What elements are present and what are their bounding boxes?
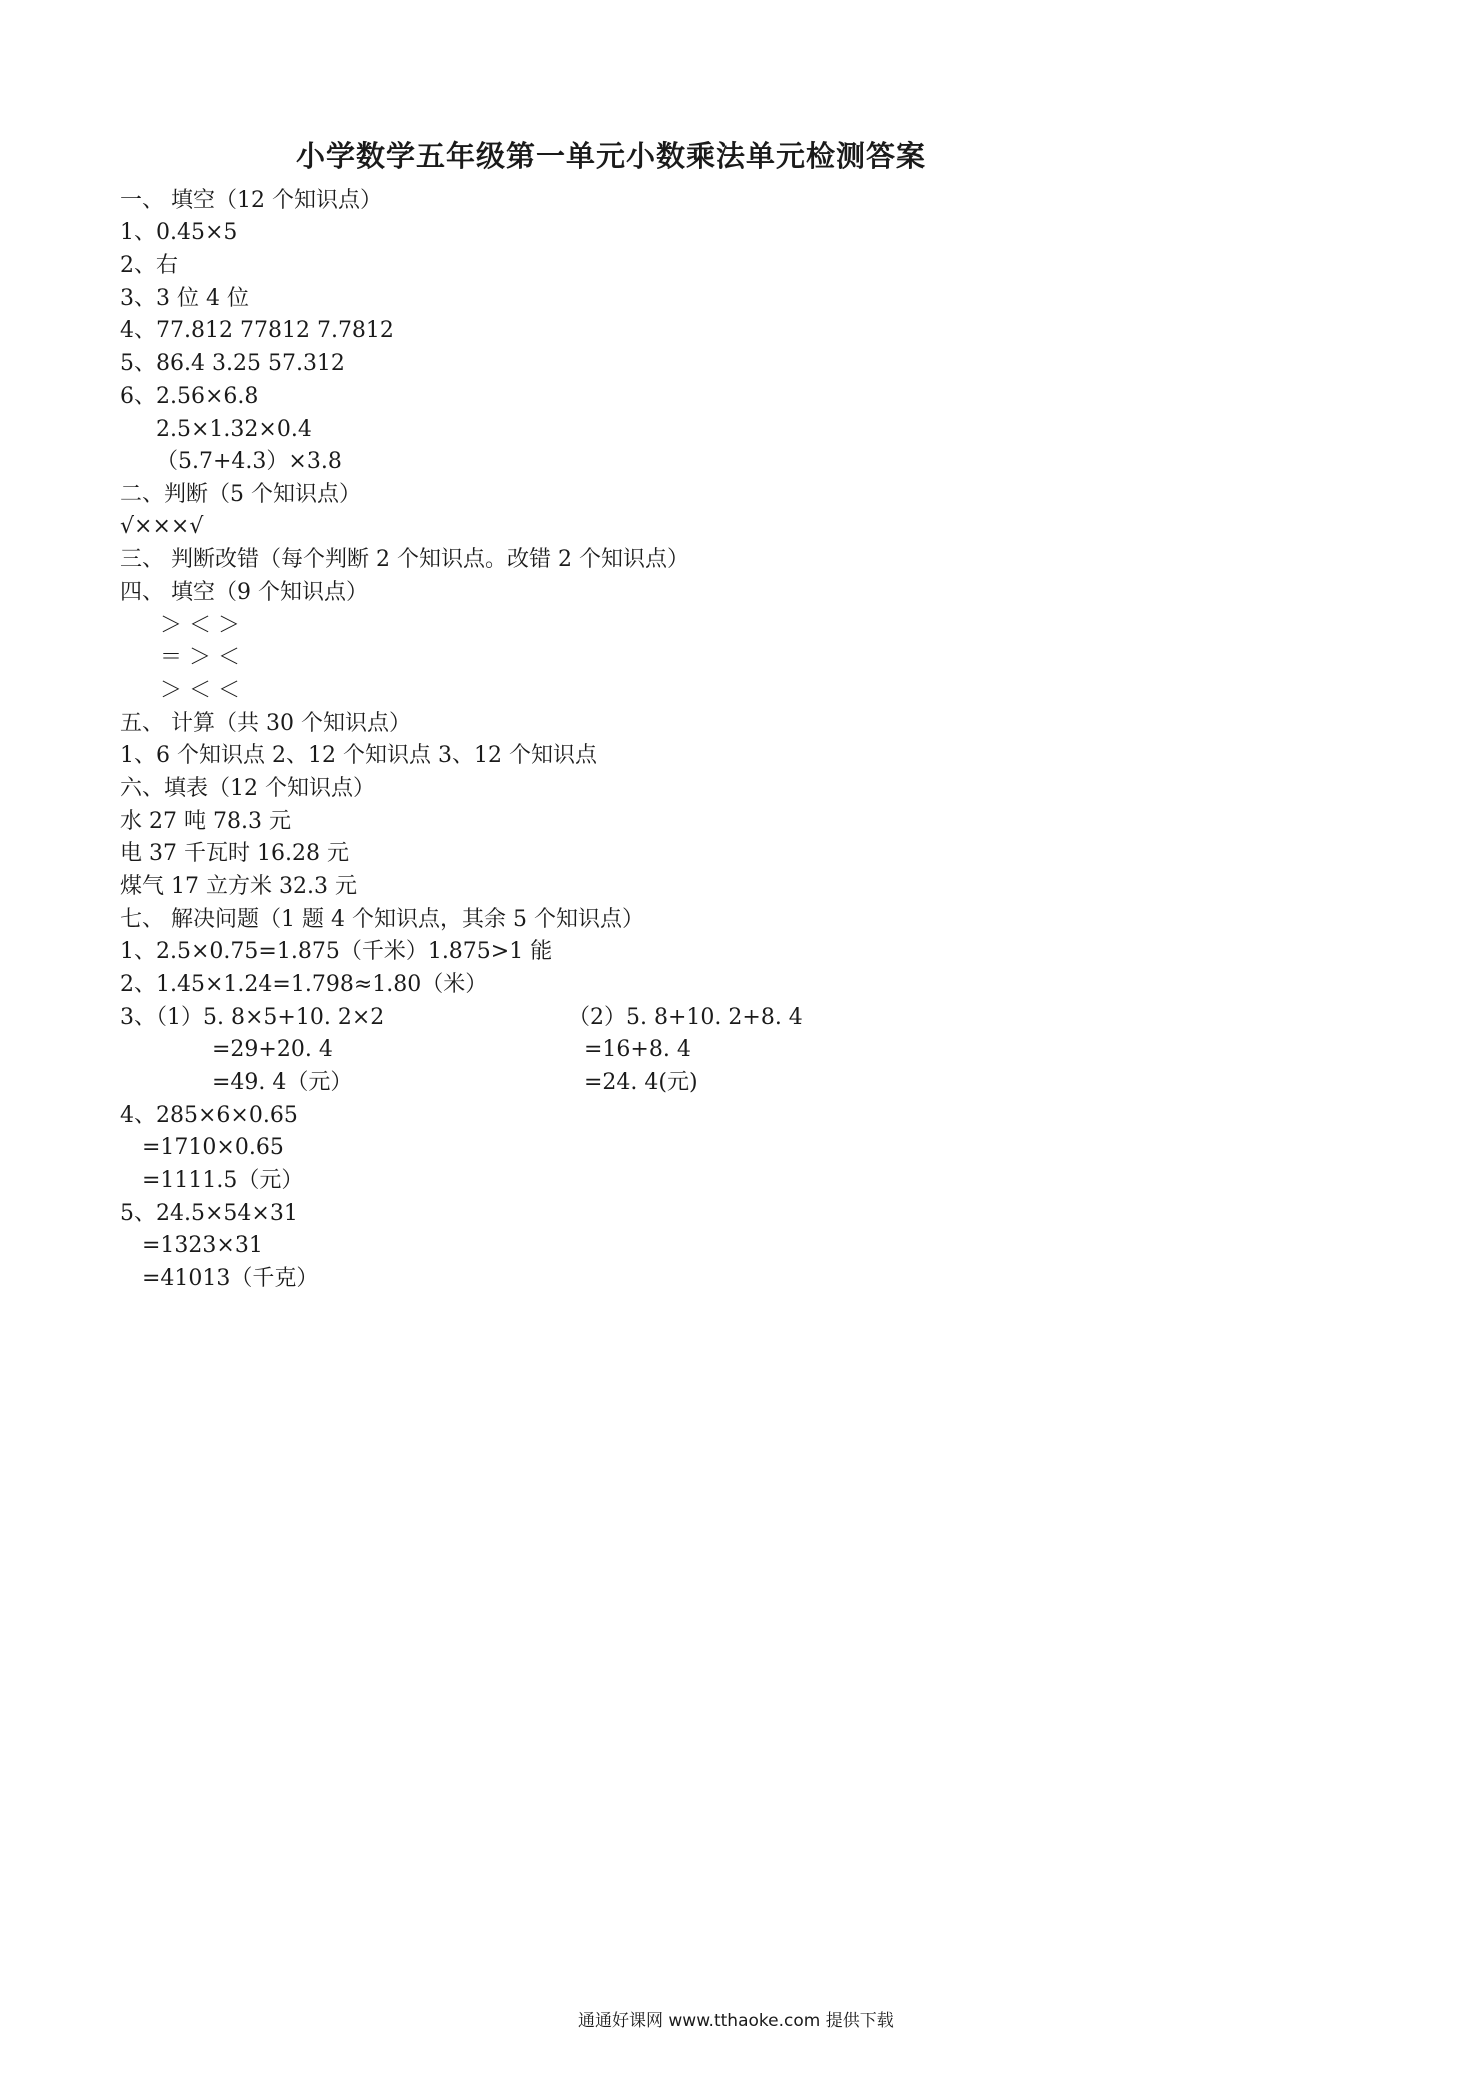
answer-line: （5.7+4.3）×3.8 <box>156 449 342 474</box>
section-7-heading: 七、 解决问题（1 题 4 个知识点，其余 5 个知识点） <box>120 907 644 932</box>
answer-line: 1、2.5×0.75=1.875（千米）1.875>1 能 <box>120 939 553 964</box>
answer-line: 1、0.45×5 <box>120 220 238 245</box>
answer-line: 2、1.45×1.24=1.798≈1.80（米） <box>120 972 488 997</box>
answer-line: =1323×31 <box>142 1233 263 1258</box>
section-6-heading: 六、填表（12 个知识点） <box>120 776 375 801</box>
answer-line: 4、285×6×0.65 <box>120 1103 298 1128</box>
answer-line: 2.5×1.32×0.4 <box>156 417 312 442</box>
answer-line: 3、3 位 4 位 <box>120 286 249 311</box>
answer-line: ＞ ＜ ＞ <box>160 613 240 638</box>
answer-line: 5、24.5×54×31 <box>120 1201 298 1226</box>
section-3-heading: 三、 判断改错（每个判断 2 个知识点。改错 2 个知识点） <box>120 547 689 572</box>
answer-line: 5、86.4 3.25 57.312 <box>120 351 345 376</box>
footer-credit: 通通好课网 www.tthaoke.com 提供下载 <box>578 2011 894 2031</box>
answer-line: =49. 4（元） <box>212 1070 353 1095</box>
answer-line: 4、77.812 77812 7.7812 <box>120 318 394 343</box>
answer-line: =1710×0.65 <box>142 1135 284 1160</box>
answer-line: =24. 4(元) <box>584 1070 698 1095</box>
answer-line: （2）5. 8+10. 2+8. 4 <box>568 1005 803 1030</box>
answer-line: =29+20. 4 <box>212 1037 333 1062</box>
answer-line: 煤气 17 立方米 32.3 元 <box>120 874 357 899</box>
answer-line: ＝ ＞ ＜ <box>160 645 240 670</box>
answer-line: 电 37 千瓦时 16.28 元 <box>120 841 349 866</box>
answer-line: 6、2.56×6.8 <box>120 384 259 409</box>
answer-line: 1、6 个知识点 2、12 个知识点 3、12 个知识点 <box>120 743 597 768</box>
document-title: 小学数学五年级第一单元小数乘法单元检测答案 <box>296 139 927 173</box>
section-1-heading: 一、 填空（12 个知识点） <box>120 188 382 213</box>
answer-line: 3、（1）5. 8×5+10. 2×2 <box>120 1005 385 1030</box>
answer-line: =1111.5（元） <box>142 1168 304 1193</box>
answer-line: ＞ ＜ ＜ <box>160 678 240 703</box>
answer-line: √×××√ <box>120 514 204 539</box>
section-5-heading: 五、 计算（共 30 个知识点） <box>120 711 411 736</box>
section-4-heading: 四、 填空（9 个知识点） <box>120 580 368 605</box>
answer-line: 2、右 <box>120 253 178 278</box>
answer-line: =41013（千克） <box>142 1266 319 1291</box>
answer-line: 水 27 吨 78.3 元 <box>120 809 291 834</box>
section-2-heading: 二、判断（5 个知识点） <box>120 482 361 507</box>
answer-line: =16+8. 4 <box>584 1037 691 1062</box>
